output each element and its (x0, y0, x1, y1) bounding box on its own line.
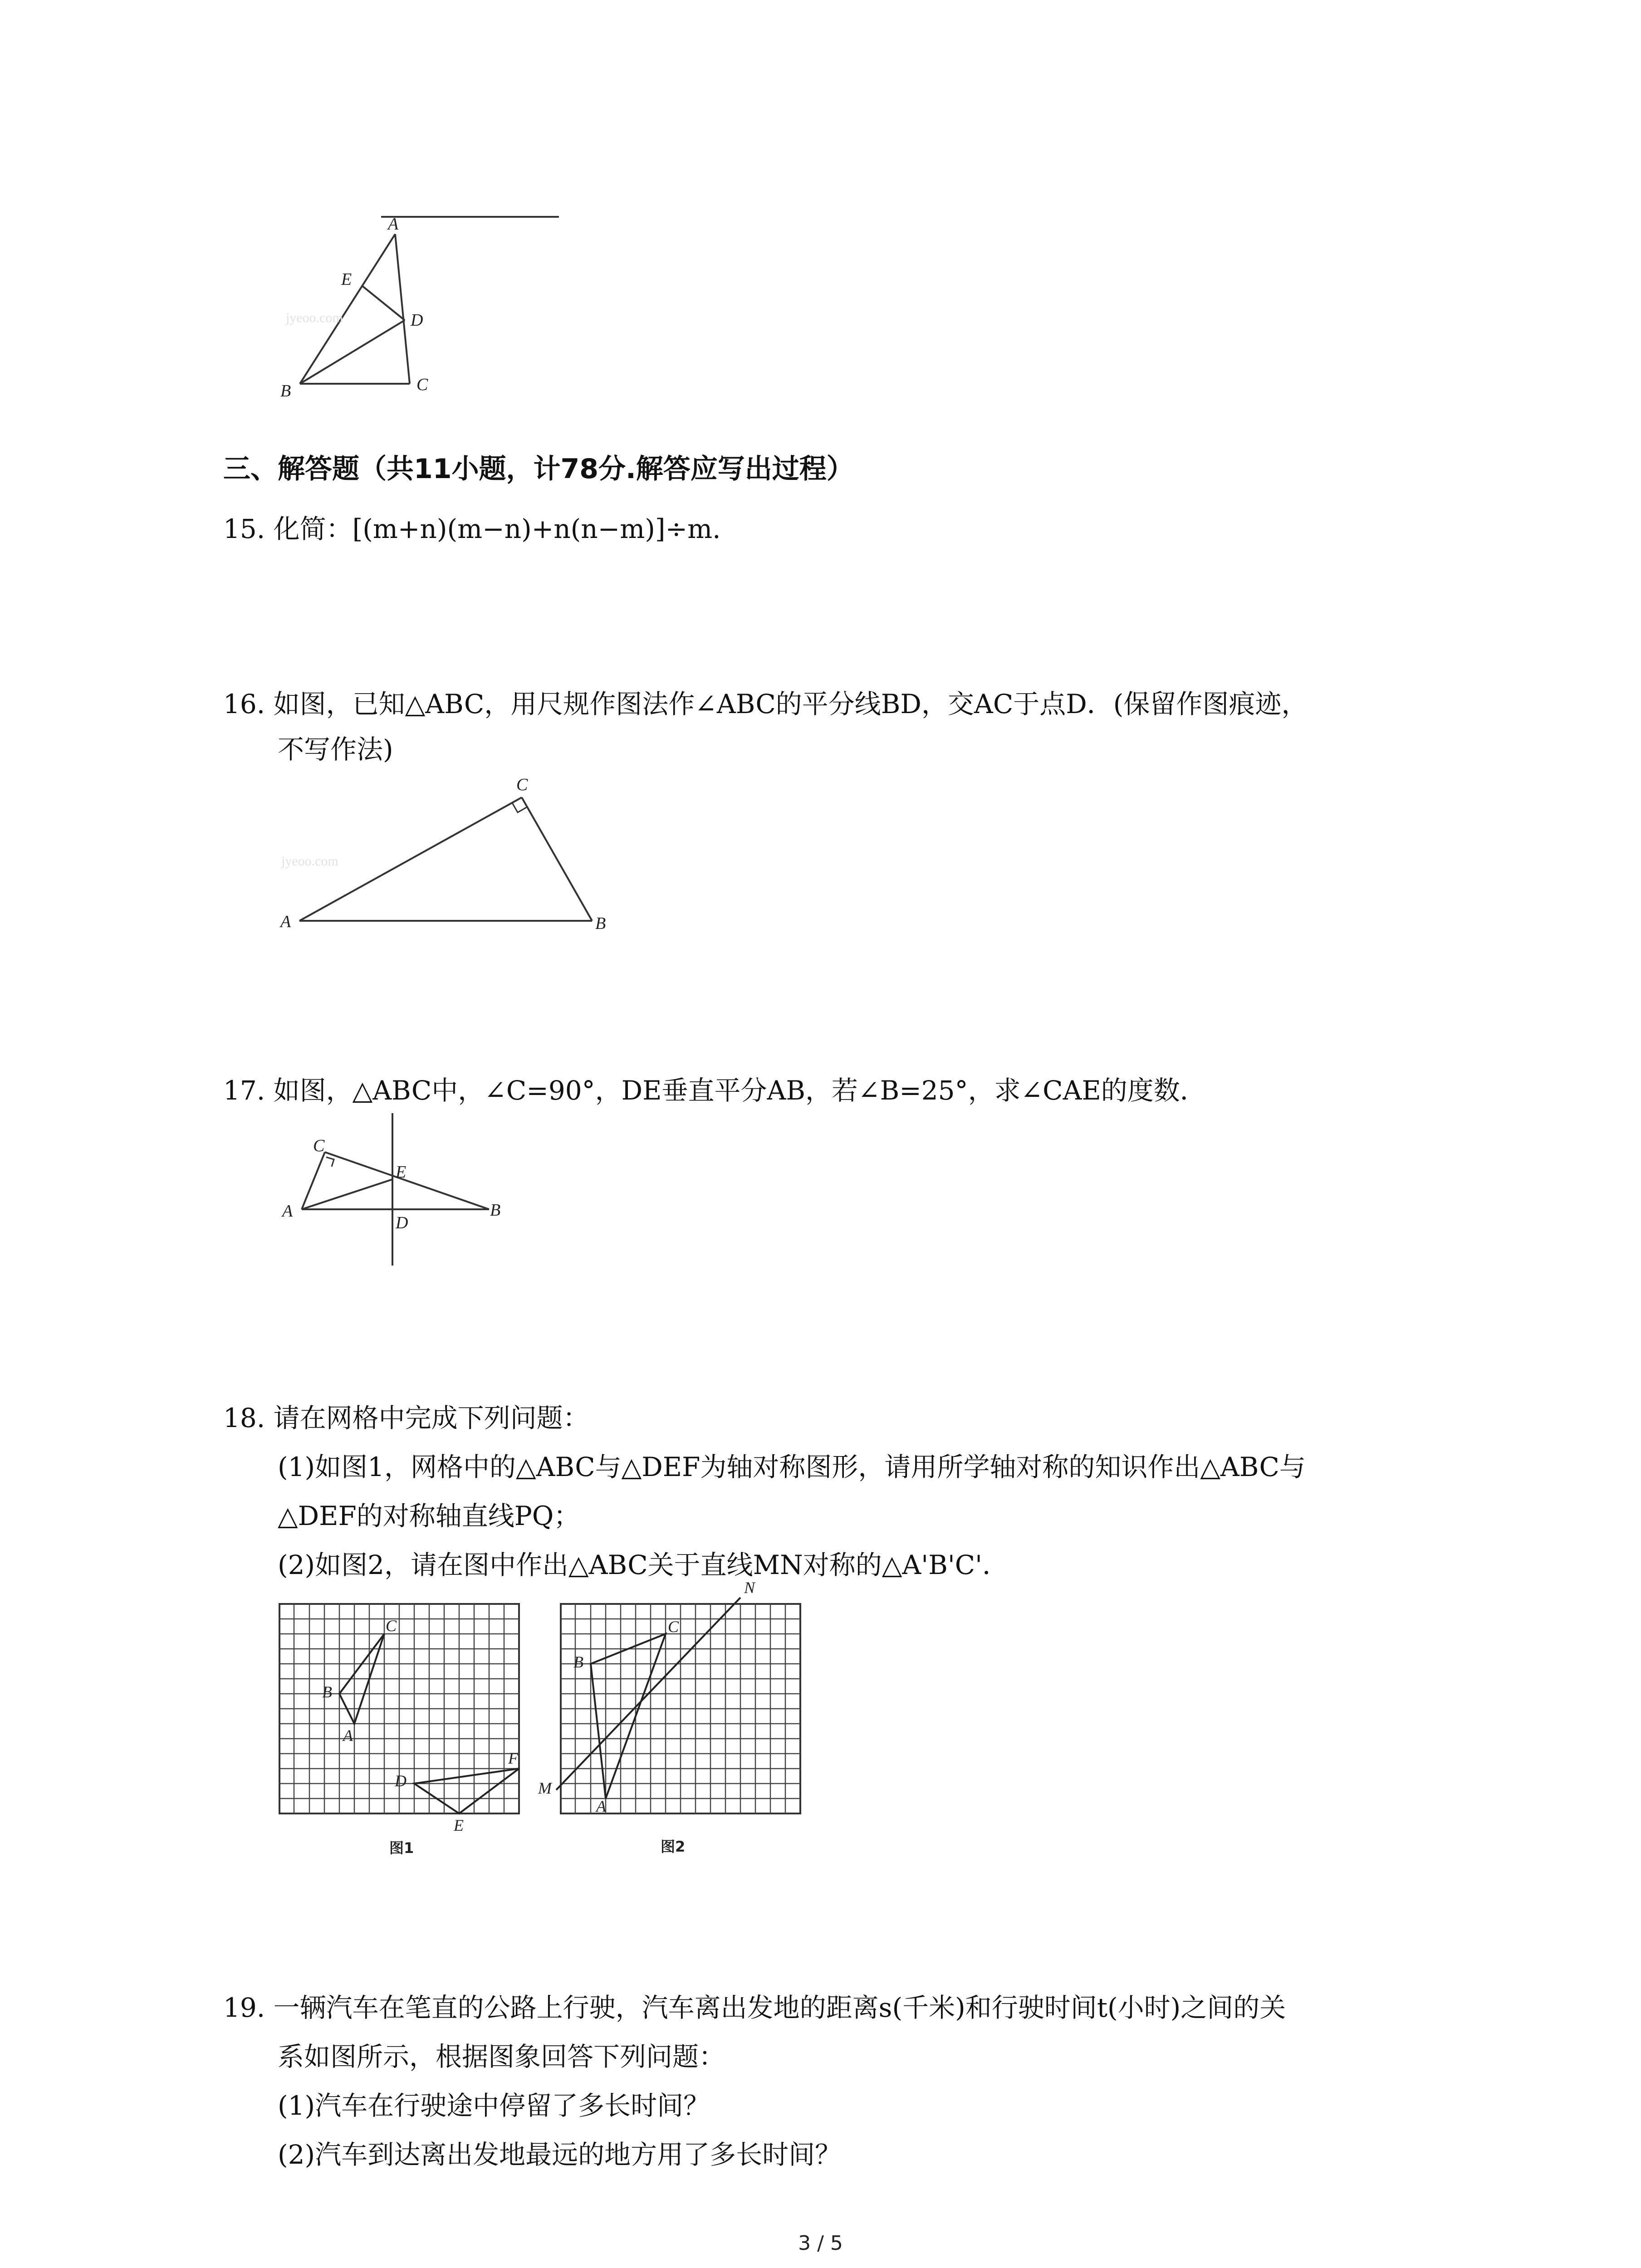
question-19-line-2: 系如图所示，根据图象回答下列问题： (278, 2041, 725, 2072)
label-c: C (313, 1136, 325, 1155)
segment-ed (362, 286, 405, 320)
label-a: A (388, 215, 399, 234)
label-c: C (668, 1618, 679, 1636)
label-a: A (596, 1797, 606, 1815)
label-a: A (282, 1202, 293, 1221)
label-c: C (416, 375, 428, 394)
segment-ab (300, 234, 395, 384)
page-number: 3 / 5 (798, 2232, 843, 2255)
label-f: F (508, 1749, 518, 1767)
label-b: B (322, 1683, 332, 1701)
segment-ae (302, 1179, 392, 1209)
label-e: E (341, 270, 352, 289)
label-a: A (280, 912, 291, 931)
figure-q18-1 (254, 1592, 535, 1860)
triangle-def (414, 1769, 519, 1813)
figure-caption: 图1 (389, 1839, 414, 1857)
label-b: B (595, 914, 606, 933)
segment-cb (325, 1152, 489, 1209)
triangle-abc (591, 1634, 666, 1799)
label-e: E (454, 1816, 464, 1834)
label-b: B (573, 1653, 583, 1671)
label-e: E (396, 1163, 407, 1182)
grid (561, 1604, 800, 1813)
question-17: 17. 如图，△ABC中，∠C=90°，DE垂直平分AB，若∠B=25°，求∠CAE的度数． (223, 1075, 1206, 1106)
label-n: N (744, 1579, 755, 1597)
label-d: D (395, 1772, 407, 1790)
question-18-line-4: (2)如图2，请在图中作出△ABC关于直线MN对称的△A'B'C'． (278, 1549, 1009, 1580)
label-c: C (386, 1617, 397, 1635)
figure-q16 (268, 771, 622, 948)
label-m: M (538, 1779, 552, 1797)
question-19-line-3: (1)汽车在行驶途中停留了多长时间？ (278, 2090, 710, 2121)
question-18-line-1: 18. 请在网格中完成下列问题： (223, 1403, 589, 1433)
section-heading: 三、解答题（共11小题，计78分.解答应写出过程） (223, 453, 854, 485)
segment-ac (302, 1152, 325, 1209)
label-d: D (411, 311, 423, 330)
label-b: B (280, 381, 291, 401)
question-16-line-1: 16. 如图，已知△ABC，用尺规作图法作∠ABC的平分线BD，交AC于点D．(保留作图痕迹， (223, 689, 1308, 719)
segment-bd (300, 320, 405, 384)
question-19-line-4: (2)汽车到达离出发地最远的地方用了多长时间？ (278, 2139, 842, 2170)
segment-cb (522, 797, 592, 921)
label-b: B (490, 1201, 501, 1220)
question-19-line-1: 19. 一辆汽车在笔直的公路上行驶，汽车离出发地的距离s(千米)和行驶时间t(小时)之间的关 (223, 1992, 1286, 2023)
question-16-line-2: 不写作法) (278, 734, 393, 765)
figure-q14 (254, 200, 572, 408)
right-angle-mark (326, 1157, 334, 1167)
label-a: A (343, 1726, 353, 1745)
watermark: jyeoo.com (286, 310, 343, 325)
question-18-line-2: (1)如图1，网格中的△ABC与△DEF为轴对称图形，请用所学轴对称的知识作出△ABC与 (278, 1452, 1306, 1482)
segment-ac (395, 234, 410, 384)
question-15: 15. 化简：[(m+n)(m−n)+n(n−m)]÷m. (223, 513, 721, 544)
question-18-line-3: △DEF的对称轴直线PQ； (278, 1501, 580, 1531)
figure-q17 (272, 1107, 517, 1275)
figure-q18-2 (535, 1574, 817, 1860)
watermark: jyeoo.com (281, 854, 338, 869)
label-d: D (396, 1213, 408, 1232)
figure-caption: 图2 (661, 1838, 686, 1855)
label-c: C (516, 775, 528, 794)
